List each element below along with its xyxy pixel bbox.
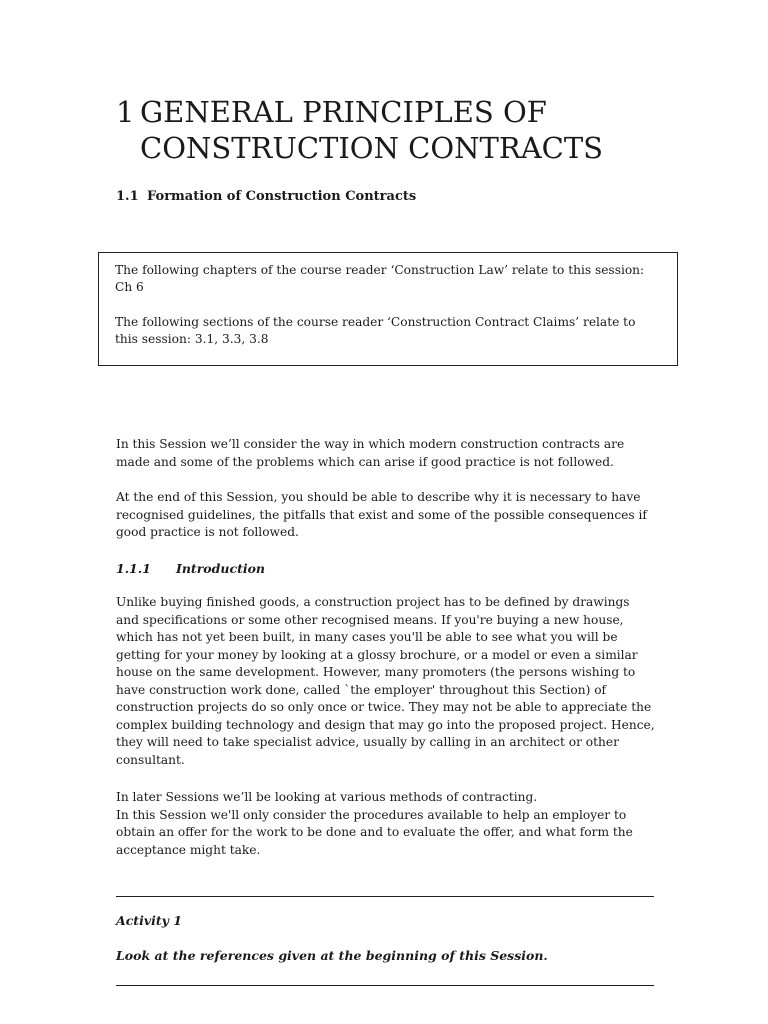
activity-bottom-rule (116, 985, 654, 986)
section-number: 1.1 (116, 189, 139, 204)
body-paragraph-2 (116, 789, 656, 859)
section-heading (116, 188, 416, 206)
reference-chapters: The following chapters of the course reader ‘Construction Law’ relate to this session: Ch 6 (115, 263, 645, 294)
intro-paragraph-1: In this Session we’ll consider the way in which modern construction contracts are made and some of the problems which can arise if good practice is not followed. (116, 437, 625, 469)
section-title: Formation of Construction Contracts (147, 189, 417, 204)
activity-title: Activity 1 (116, 913, 182, 928)
body-paragraph-1: Unlike buying finished goods, a construction project has to be defined by drawings and specifications or some other recognised means. If you're buying a new house, which has not yet been built, in many cases you'll be able to see what you will be getting for your money by looking at a glossy brochure, or a model or even a similar house on the same development. However, many promoters (the persons wishing to have construction work done, called `the employer' throughout this Section) of construction projects do so only once or twice. They may not be able to appreciate the complex building technology and design that may go into the proposed project. Hence, they will need to take specialist advice, usually by calling in an architect or other consultant. (116, 595, 655, 767)
body-paragraph-2-line2: In this Session we'll only consider the procedures available to help an employer to obtain an offer for the work to be done and to evaluate the offer, and what form the acceptance might take. (116, 807, 633, 857)
activity-instruction: Look at the references given at the beginning of this Session. (116, 948, 548, 963)
chapter-title-line2: CONSTRUCTION CONTRACTS (140, 131, 604, 165)
chapter-number: 1 (116, 95, 135, 129)
reference-sections: The following sections of the course reader ‘Construction Contract Claims’ relate to this session: 3.1, 3.3, 3.8 (115, 315, 636, 346)
activity-top-rule (116, 896, 654, 897)
subsection-heading (116, 560, 265, 578)
intro-paragraph-2: At the end of this Session, you should be able to describe why it is necessary to have recognised guidelines, the pitfalls that exist and some of the possible consequences if good practice is not followed. (116, 490, 647, 539)
subsection-title: Introduction (176, 561, 266, 576)
body-paragraph-2-line1: In later Sessions we’ll be looking at various methods of contracting. (116, 790, 538, 804)
chapter-title (116, 94, 736, 166)
chapter-title-line1: GENERAL PRINCIPLES OF (140, 95, 547, 129)
subsection-number: 1.1.1 (116, 561, 151, 576)
reference-box (98, 252, 678, 366)
